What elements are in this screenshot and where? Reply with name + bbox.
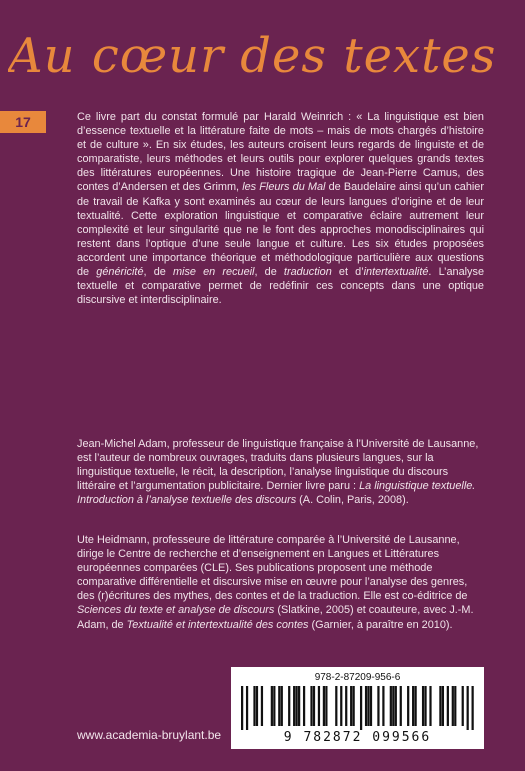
italic-text-run: généricité [96,266,144,279]
text-run: (Slatkine, 2005) et coauteure, avec J.-M. Adam, de [77,604,474,631]
barcode-bar [340,686,342,726]
isbn-label: 978-2-87209-956-6 [314,672,401,683]
barcode-bar [360,686,362,730]
barcode-bar [335,686,337,726]
text-run: Jean-Michel Adam, professeur de linguistique française à l’Université de Lausanne, est l’auteur de nombreux ouvrages, traduits dans plusieurs langues, sur la linguistique textuelle, le récit, la description, l’analyse linguistique du discours littéraire et l’argumentation publicitaire. Dernier livre paru : [77,438,479,493]
barcode-bar [241,686,243,730]
text-run: (A. Colin, Paris, 2008). [296,494,409,507]
text-run: . L’analyse textuelle et comparative permet de redéfinir ces concepts dans une optique discursive et interdisciplinaire. [77,266,484,307]
barcode-bar [429,686,431,726]
barcode-bar [472,686,474,730]
barcode-bar [439,686,441,726]
italic-text-run: les Fleurs du Mal [242,181,326,194]
barcode-bar [271,686,273,726]
barcode-bar [353,686,355,726]
barcode-bar [310,686,312,726]
barcode-bar [278,686,280,726]
author-bio-adam [77,437,484,507]
barcode-bar [256,686,258,726]
barcode-digits: 9 782872 099566 [283,730,432,745]
barcode-bar [350,686,352,726]
barcode-bar [365,686,367,726]
italic-text-run: traduction [283,266,332,279]
barcode-bar [367,686,369,726]
barcode-bar [415,686,417,726]
barcode-bar [345,686,347,726]
barcode-bar [422,686,424,726]
barcode-bar [400,686,402,726]
barcode-area [231,667,484,749]
series-title-text: Au cœur des textes [8,28,497,84]
barcode-bar [261,686,263,726]
italic-text-run: Textualité et intertextualité des contes [126,618,309,631]
barcode-bar [467,686,469,730]
barcode-bar [298,686,300,726]
book-description [77,110,484,307]
text-run: , de [143,266,173,279]
barcode-bar [424,686,426,726]
barcode-bar [303,686,305,726]
barcode-bar [253,686,255,726]
barcode-bar [395,686,397,726]
italic-text-run: mise en recueil [172,266,255,279]
barcode-bar [246,686,248,730]
barcode-bar [392,686,394,726]
barcode-bar [452,686,454,726]
volume-number-badge: 17 [0,111,46,133]
barcode-bar [323,686,325,726]
barcode-bar [293,686,295,726]
barcode-icon [241,686,474,730]
barcode-bar [462,686,464,726]
text-run: Ute Heidmann, professeure de littérature comparée à l’Université de Lausanne, dirige le Centre de recherche et d’enseignement en Langues et Littératures européennes comparées (CLE). Ses publications proposent une méthode comparative différentielle et discursive mise en œuvre pour l’analyse des genres, des (r)écritures des mythes, des contes et de la traduction. Elle est co-éditrice de [77,534,468,603]
barcode-bar [370,686,372,726]
text-run: Ce livre part du constat formulé par Harald Weinrich : « La linguistique est bien d’essence textuelle et la littérature faite de mots – mais de mots chargés d’histoire et de culture ». En six études, les auteurs croisent leurs regards de linguiste et de comparatiste, leurs méthodes et leurs outils pour explorer quelques grands textes des littératures européennes. Une histoire tragique de Jean-Pierre Camus, des contes d’Andersen et des Grimm, [77,111,484,194]
series-title [8,14,523,94]
barcode-bar [382,686,384,726]
author-bio-heidmann-paragraph [77,533,484,632]
italic-text-run: Sciences du texte et analyse de discours [77,604,275,617]
barcode-bar [318,686,320,726]
barcode-bar [296,686,298,726]
barcode-bar [407,686,409,726]
barcode-bar [281,686,283,726]
author-bio-adam-paragraph [77,437,484,507]
italic-text-run: intertextualité [363,266,429,279]
text-run: et d’ [331,266,364,279]
text-run: (Garnier, à paraître en 2010). [308,618,453,631]
barcode-bar [454,686,456,726]
barcode-bar [325,686,327,726]
book-description-paragraph [77,110,484,307]
publisher-website: www.academia-bruylant.be [77,728,222,742]
text-run: , de [254,266,284,279]
italic-text-run: La linguistique textuelle. Introduction à l’analyse textuelle des discours [77,480,476,507]
barcode-bar [390,686,392,726]
barcode-bar [273,686,275,726]
barcode-bar [288,686,290,726]
barcode-bar [313,686,315,726]
barcode-bar [442,686,444,726]
author-bio-heidmann [77,533,484,632]
text-run: de Baudelaire ainsi qu’un cahier de travail de Kafka y sont examinés au cœur de leurs langues d’origine et de leur textualité. Cette exploration linguistique et comparative éclaire autrement leur complexité et leur singularité que ne le font des approches monodisciplinaires qui restent dans l’optique d’une seule langue et culture. Les six études proposées accordent une importance théorique et méthodologique particulière aux questions de [77,181,484,279]
barcode-bar [377,686,379,726]
barcode-bar [447,686,449,726]
barcode-bar [412,686,414,726]
